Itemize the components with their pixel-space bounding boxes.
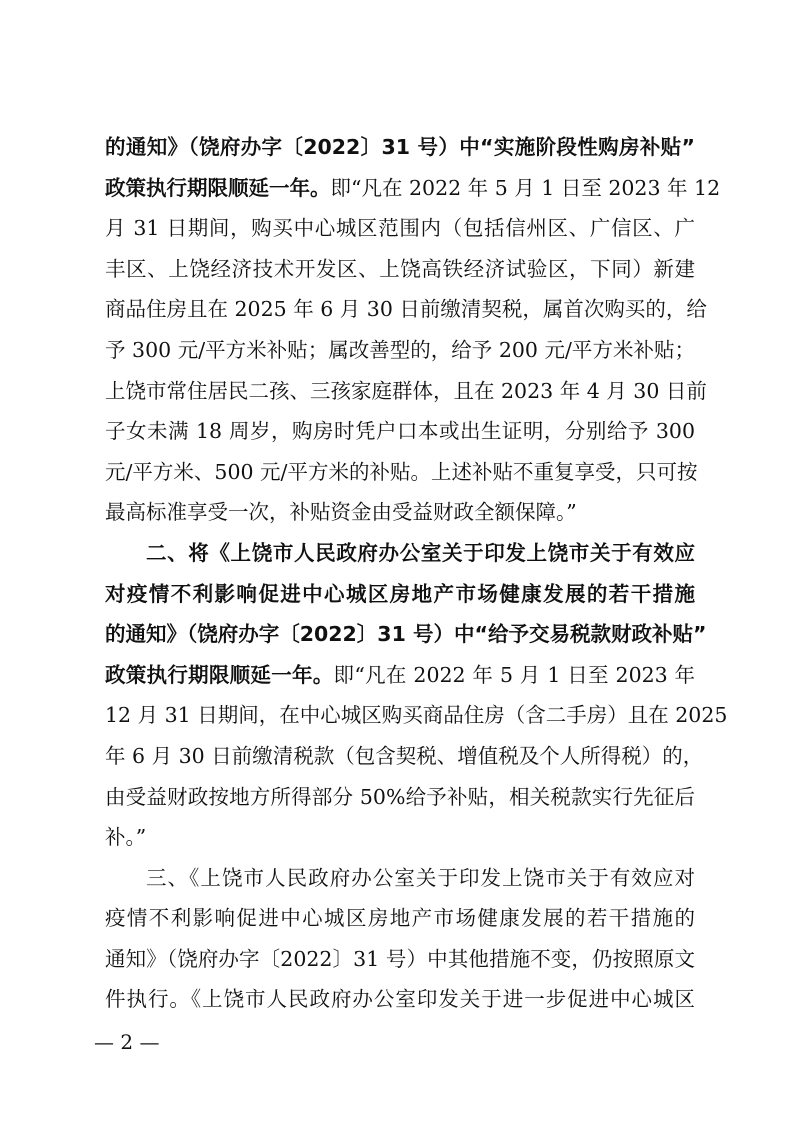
- regular-text: 补。”: [105, 825, 147, 850]
- text-line: [105, 533, 695, 574]
- regular-text: 即“凡在 2022 年 5 月 1 日至 2023 年: [333, 662, 696, 687]
- text-line: [105, 208, 695, 249]
- text-line: [105, 817, 695, 858]
- paragraph-1: [105, 127, 721, 533]
- regular-text: 三、《上饶市人民政府办公室关于印发上饶市关于有效应对: [146, 865, 695, 890]
- bold-text: 政策执行期限顺延一年。: [105, 175, 331, 200]
- paragraph-2: [105, 533, 728, 858]
- document-body: [105, 127, 728, 1020]
- text-line: [105, 736, 704, 777]
- text-line: [105, 168, 721, 209]
- regular-text: 上饶市常住居民二孩、三孩家庭群体，且在 2023 年 4 月 30 日前: [105, 378, 707, 403]
- text-line: [105, 452, 698, 493]
- regular-text: 最高标准享受一次，补贴资金由受益财政全额保障。”: [105, 500, 577, 525]
- regular-text: 即“凡在 2022 年 5 月 1 日至 2023 年 12: [330, 175, 721, 200]
- regular-text: 元/平方米、500 元/平方米的补贴。上述补贴不重复享受，只可按: [105, 459, 698, 484]
- text-line: [105, 492, 695, 533]
- regular-text: 予 300 元/平方米补贴；属改善型的，给予 200 元/平方米补贴；: [105, 337, 695, 362]
- text-line: [105, 289, 707, 330]
- text-line: [105, 939, 695, 980]
- text-line: [105, 127, 695, 168]
- text-line: [105, 979, 695, 1020]
- regular-text: 丰区、上饶经济技术开发区、上饶高铁经济试验区，下同）新建: [105, 256, 695, 281]
- bold-text: 二、将《上饶市人民政府办公室关于印发上饶市关于有效应: [146, 540, 695, 565]
- text-line: [105, 614, 707, 655]
- text-line: [105, 411, 695, 452]
- bold-text: 政策执行期限顺延一年。: [105, 662, 334, 687]
- text-line: [105, 249, 695, 290]
- text-line: [105, 695, 728, 736]
- text-line: [105, 330, 695, 371]
- bold-text: 的通知》（饶府办字〔2022〕31 号）中“实施阶段性购房补贴”: [105, 135, 695, 159]
- text-line: [105, 858, 695, 899]
- regular-text: 月 31 日期间，购买中心城区范围内（包括信州区、广信区、广: [105, 216, 695, 241]
- regular-text: 12 月 31 日期间，在中心城区购买商品住房（含二手房）且在 2025: [105, 703, 728, 728]
- regular-text: 件执行。《上饶市人民政府办公室印发关于进一步促进中心城区: [105, 987, 695, 1012]
- page-number: — 2 —: [94, 1030, 160, 1054]
- regular-text: 通知》（饶府办字〔2022〕31 号）中其他措施不变，仍按照原文: [105, 946, 695, 971]
- regular-text: 由受益财政按地方所得部分 50%给予补贴，相关税款实行先征后: [105, 784, 695, 809]
- bold-text: 对疫情不利影响促进中心城区房地产市场健康发展的若干措施: [105, 581, 695, 606]
- regular-text: 年 6 月 30 日前缴清税款（包含契税、增值税及个人所得税）的，: [105, 743, 704, 768]
- text-line: [105, 655, 695, 696]
- text-line: [105, 371, 707, 412]
- paragraph-3: [105, 858, 695, 1020]
- text-line: [105, 898, 695, 939]
- text-line: [105, 777, 695, 818]
- regular-text: 商品住房且在 2025 年 6 月 30 日前缴清契税，属首次购买的，给: [105, 297, 707, 322]
- regular-text: 疫情不利影响促进中心城区房地产市场健康发展的若干措施的: [105, 906, 695, 931]
- regular-text: 子女未满 18 周岁，购房时凭户口本或出生证明，分别给予 300: [105, 419, 695, 444]
- bold-text: 的通知》（饶府办字〔2022〕31 号）中“给予交易税款财政补贴”: [105, 622, 707, 647]
- text-line: [105, 574, 695, 615]
